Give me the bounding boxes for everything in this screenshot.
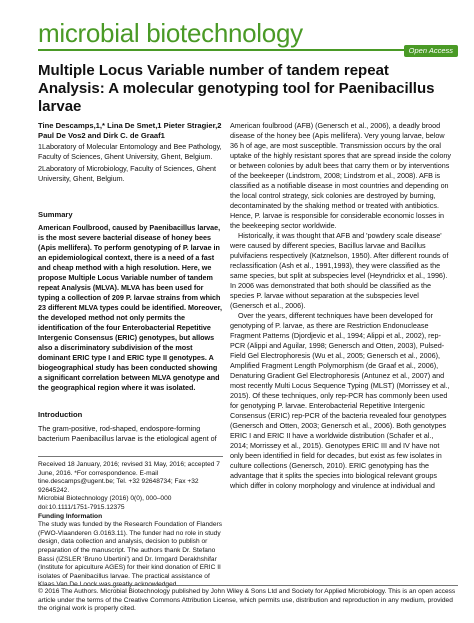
footnote	[38, 461, 223, 590]
received-note: Received 18 January, 2016; revised 31 May, 2016; accepted 7 June, 2016. *For correspondence. E-mail tine.descamps@ugent.be; Tel. +32 92648734; Fax +32 92645242.	[38, 461, 220, 494]
right-column	[230, 121, 452, 491]
license-divider	[38, 585, 458, 586]
paragraph-2: Historically, it was thought that AFB and 'powdery scale disease' were caused by different species, Bacillus larvae and Bacillus pulvifaciens respectively (Katznelson, 1950). After different rounds of reclassification (Ash et al., 1991,1993), they were classified as the same species, but split at subspecies level (Heyndrickx et al., 1996). In 2006 was demonstrated that both should be classified as the species P. larvae without separation at the subspecies level (Genersch et al., 2006).	[230, 231, 449, 310]
article-title: Multiple Locus Variable number of tandem repeat Analysis: A molecular genotyping tool for Paenibacillus larvae	[38, 62, 435, 115]
license-text: © 2016 The Authors. Microbial Biotechnology published by John Wiley & Sons Ltd and Society for Applied Microbiology. This is an open access article under the terms of the Creative Commons Attribution License, which permits use, distribution and reproduction in any medium, provided the original work is properly cited.	[38, 588, 456, 613]
introduction-heading: Introduction	[38, 410, 83, 419]
summary-text: American Foulbrood, caused by Paenibacillus larvae, is the most severe bacterial disease of honey bees (Apis mellifera). To perform genotyping of P. larvae in an epidemiological context, there is a need of a fast and cheap method with a high resolution. Here, we propose Multiple Locus Variable number of tandem repeat Analysis (MLVA). MLVA has been used for typing a collection of 209 P. larvae strains from which 23 different MLVA types could be identified. Moreover, the developed method not only permits the identification of the four Enterobacterial Repetitive Intergenic Consensus (ERIC) genotypes, but allows also a discriminatory subdivision of the most dominant ERIC type I and ERIC type II genotypes. A biogeographical study has been conducted showing a significant correlation between MLVA genotype and the geographical region where it was isolated.	[38, 223, 222, 392]
header-rule	[38, 49, 458, 51]
funding-heading: Funding Information	[38, 512, 103, 520]
paragraph-1: American foulbrood (AFB) (Genersch et al., 2006), a deadly brood disease of the honey bee (Apis mellifera). Very young larvae, below 36 h of age, are most susceptible. Transmission occurs by the oral uptake of the highly resistant spores that are spread inside the colony or between colonies by adult bees that carry them or by interventions of the beekeeper (Lindstrom, 2008; Lindstrom et al., 2008). AFB is classified as a notifiable disease in most countries and depending on the local control strategy, sick colonies are destroyed by burning, decontaminated by the shaking method or treated with antibiotics. Hence, P. larvae is responsible for considerable economic losses in the beekeeping sector worldwide.	[230, 121, 451, 230]
affiliations	[38, 142, 223, 186]
citation: Microbial Biotechnology (2016) 0(0), 000–000	[38, 495, 172, 503]
author-list: Tine Descamps,1,* Lina De Smet,1 Pieter Stragier,2 Paul De Vos2 and Dirk C. de Graaf1	[38, 121, 222, 140]
affiliation-1: 1Laboratory of Molecular Entomology and Bee Pathology, Faculty of Sciences, Ghent University, Ghent, Belgium.	[38, 142, 222, 161]
journal-name: microbial biotechnology	[38, 18, 303, 48]
paragraph-3: Over the years, different techniques have been developed for genotyping of P. larvae, as there are Restriction Endonuclease Fragment Patterns (Djordjevic et al., 1994; Alippi et al., 2002), rep-PCR (Alippi and Aguilar, 1998; Genersch and Otten, 2003), Pulsed-Field Gel Electrophoresis (Wu et al., 2005; Genersch et al., 2006), Amplified Fragment Length Polymorphism (de Graaf et al., 2006), Denaturing Gradient Gel Electrophoresis (Antunez et al., 2007) and most recently Multi Locus Sequence Typing (MLST) (Morrissey et al., 2015). Of these techniques, only rep-PCR has commonly been used for genotyping P. larvae. Enterobacterial Repetitive Intergenic Consensus (ERIC) rep-PCR of the bacteria revealed four genotypes (Genersch and Otten, 2003; Genersch et al., 2006). Both genotypes ERIC I and ERIC II have a worldwide distribution (Schafer et al., 2014; Morrissey et al., 2015). Genotypes ERIC III and IV have not only been identified in field for decades, but exist as few isolates in culture collections (Genersch, 2010). ERIC genotyping has the advantage that it splits the species into biological relevant groups which differ in colony morphology and virulence at individual and	[230, 311, 450, 490]
summary-heading: Summary	[38, 210, 73, 219]
doi: doi:10.1111/1751-7915.12375	[38, 503, 125, 511]
affiliation-2: 2Laboratory of Microbiology, Faculty of Sciences, Ghent University, Ghent, Belgium.	[38, 164, 217, 183]
footnote-divider	[38, 456, 223, 457]
open-access-badge: Open Access	[404, 45, 458, 57]
introduction-text: The gram-positive, rod-shaped, endospore-forming bacterium Paenibacillus larvae is the etiological agent of	[38, 424, 217, 443]
funding-text: The study was funded by the Research Foundation of Flanders (FWO-Vlaanderen G.0163.11). The funder had no role in study design, data collection and analysis, decision to publish or preparation of the manuscript. The authors thank Dr. Stefano Bassi (IZSLER 'Bruno Ubertini') and Dr. Irmgard Derakhshifar (Institute for apiculture AGES) for their kind donation of ERIC II isolates of Paenibacillus larvae. The practical assistance of	[38, 521, 223, 580]
